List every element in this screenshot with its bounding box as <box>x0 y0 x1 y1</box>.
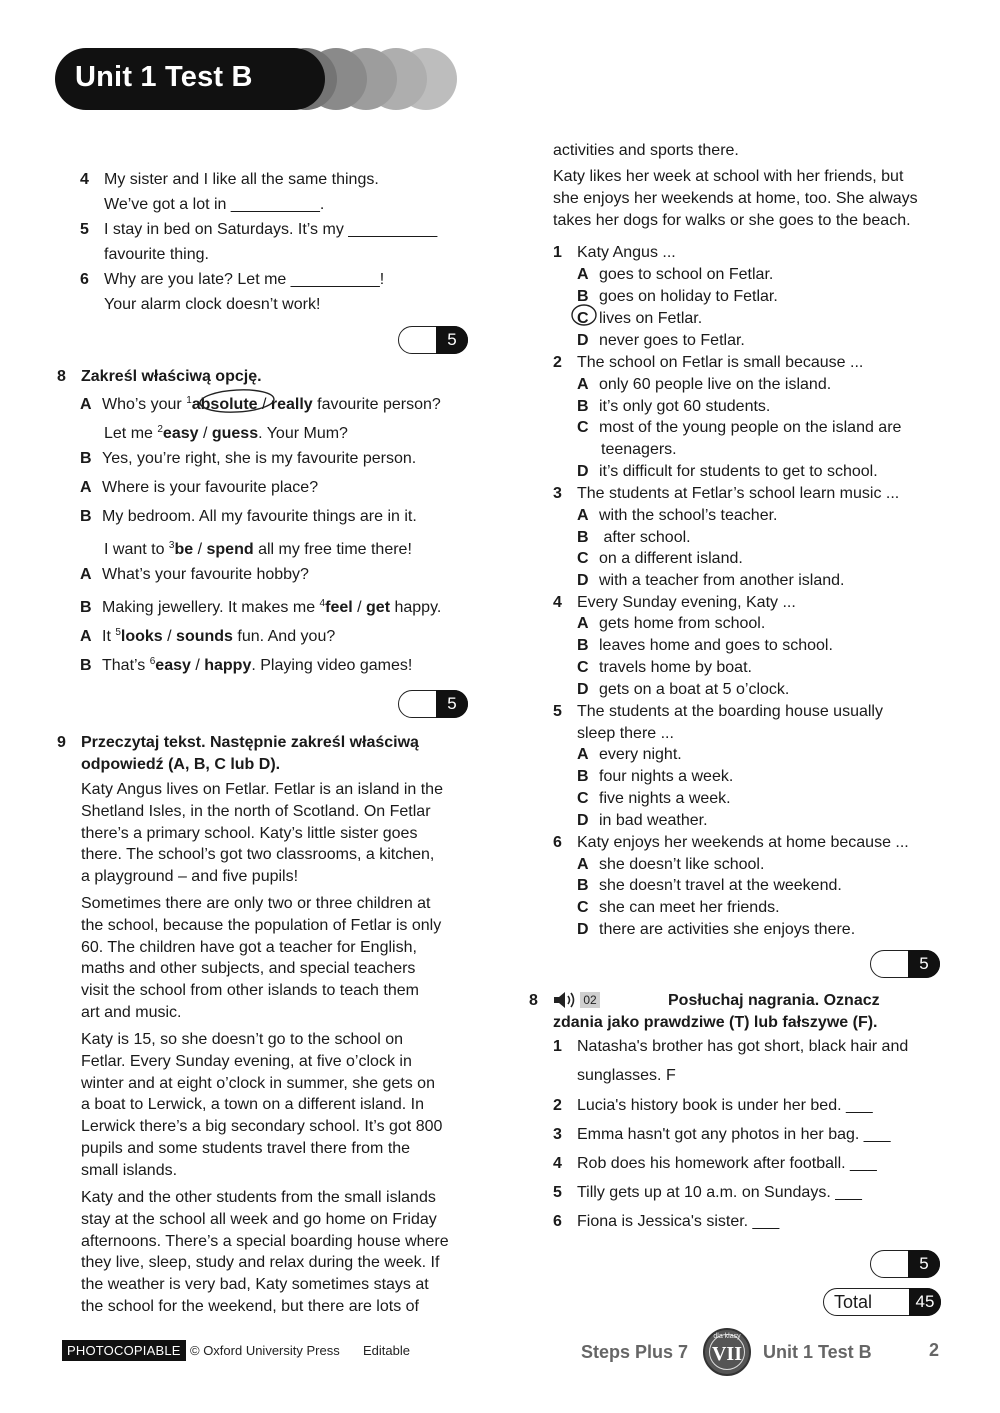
question-stem-cont: sleep there ... <box>577 725 674 742</box>
option-letter[interactable]: A <box>577 507 589 524</box>
text-line: the school for the weekend, but there are lots of <box>81 1297 419 1315</box>
option-letter[interactable]: D <box>577 463 589 480</box>
question-item <box>80 170 379 190</box>
mc-option[interactable] <box>577 375 831 395</box>
text-line: art and music. <box>81 1003 182 1021</box>
text-line: small islands. <box>81 1161 178 1179</box>
option-choice[interactable]: easy <box>155 657 191 674</box>
option-letter[interactable]: C <box>577 899 589 916</box>
reading-paragraph <box>81 1187 449 1318</box>
option-separator: / <box>257 396 271 413</box>
mc-question <box>553 243 676 263</box>
option-text: after school. <box>599 529 691 546</box>
mc-option[interactable] <box>577 331 745 351</box>
score-value: 5 <box>908 950 940 978</box>
text-line: Fetlar. Every Sunday evening, at five o’clock in <box>81 1052 412 1070</box>
dialogue-line <box>80 565 309 585</box>
speaker-label: A <box>80 479 92 496</box>
speaker-label: B <box>80 508 92 525</box>
copyright: © Oxford University Press <box>190 1343 340 1358</box>
text-line: the weather is very bad, Katy sometimes stays at <box>81 1276 429 1294</box>
text-line: a playground – and five pupils! <box>81 868 299 886</box>
speaker-label: B <box>80 599 92 616</box>
text-line: a boat to Lerwick, a town on a different island. In <box>81 1096 425 1114</box>
item-number: 4 <box>80 171 89 188</box>
exercise-number: 8 <box>57 368 66 385</box>
option-choice[interactable]: get <box>366 599 391 616</box>
question-number: 3 <box>553 485 562 502</box>
option-letter[interactable]: B <box>577 768 589 785</box>
item-number: 4 <box>553 1155 562 1172</box>
speaker-label: B <box>80 450 92 467</box>
mc-question <box>553 833 909 853</box>
option-letter[interactable]: B <box>577 637 589 654</box>
tf-item <box>553 1125 890 1145</box>
audio-speaker-icon[interactable] <box>552 990 578 1010</box>
mc-option[interactable] <box>577 614 765 634</box>
option-separator: / <box>162 628 177 645</box>
tf-item <box>553 1096 873 1116</box>
reading-paragraph <box>553 166 918 231</box>
text-line: Lerwick there’s a big secondary school. It’s got 800 <box>81 1118 443 1136</box>
exercise-heading <box>529 991 553 1011</box>
mc-option[interactable] <box>577 920 855 940</box>
item-text: I stay in bed on Saturdays. It’s my __________ <box>104 221 438 238</box>
option-text: she doesn’t like school. <box>599 856 765 873</box>
option-text: in bad weather. <box>599 812 708 829</box>
dialogue-text: I want to <box>104 541 169 558</box>
text-line: there. The school’s got two classrooms, a kitchen, <box>81 846 435 864</box>
option-choice[interactable]: sounds <box>176 628 233 645</box>
mc-option[interactable] <box>577 528 691 548</box>
text-line: Katy likes her week at school with her friends, but <box>553 168 904 185</box>
mc-question <box>553 702 883 722</box>
dialogue-text: Making jewellery. It makes me <box>102 599 320 616</box>
option-choice[interactable]: really <box>270 396 313 413</box>
page-number: 2 <box>929 1340 940 1360</box>
mc-question <box>553 353 863 373</box>
option-letter[interactable]: D <box>577 572 589 589</box>
tf-item <box>553 1212 779 1232</box>
dialogue-text: Where is your favourite place? <box>102 479 319 496</box>
dialogue-text: Yes, you’re right, she is my favourite person. <box>102 450 417 467</box>
question-stem: The school on Fetlar is small because ... <box>577 354 864 371</box>
option-letter[interactable]: B <box>577 877 589 894</box>
text-line: they live, sleep, study and relax during the week. If <box>81 1254 440 1272</box>
score-box <box>398 690 468 718</box>
dialogue-text: What’s your favourite hobby? <box>102 566 309 583</box>
option-text: with a teacher from another island. <box>599 572 845 589</box>
item-text: Natasha's brother has got short, black hair and <box>577 1038 909 1055</box>
speaker-label: A <box>80 628 92 645</box>
text-line: she enjoys her weekends at home, too. She always <box>553 189 918 207</box>
option-letter[interactable]: A <box>577 266 589 283</box>
gap-number: 5 <box>115 627 121 638</box>
text-line: afternoons. There’s a special boarding house where <box>81 1232 449 1250</box>
question-stem: Katy enjoys her weekends at home because ... <box>577 834 909 851</box>
option-text: leaves home and goes to school. <box>599 637 833 654</box>
question-stem: The students at Fetlar’s school learn music ... <box>577 485 900 502</box>
option-text: travels home by boat. <box>599 659 752 676</box>
mc-option[interactable] <box>577 855 764 875</box>
mc-option[interactable] <box>577 811 708 831</box>
option-text: it’s difficult for students to get to school. <box>599 463 878 480</box>
option-letter[interactable]: D <box>577 681 589 698</box>
mc-option[interactable] <box>577 571 844 591</box>
option-text: every night. <box>599 746 682 763</box>
mc-question <box>553 593 796 613</box>
item-text-cont: Your alarm clock doesn’t work! <box>104 296 321 313</box>
mc-option[interactable] <box>577 876 842 896</box>
badge-numeral: VII <box>711 1343 742 1365</box>
exercise-number: 8 <box>529 992 538 1009</box>
gap-number: 4 <box>319 598 326 609</box>
text-line: Katy and the other students from the small islands <box>81 1189 436 1206</box>
item-text: Tilly gets up at 10 a.m. on Sundays. ___ <box>577 1184 862 1201</box>
text-line: there’s a primary school. Katy’s little sister goes <box>81 824 418 842</box>
option-letter[interactable]: B <box>577 398 589 415</box>
exercise-instruction: Posłuchaj nagrania. Oznacz <box>668 992 880 1009</box>
text-line: visit the school from other islands to teach them <box>81 982 419 1000</box>
option-separator: / <box>190 657 205 674</box>
exercise-heading <box>57 367 262 387</box>
mc-option[interactable] <box>577 265 773 285</box>
text-line: Sometimes there are only two or three children at <box>81 895 431 912</box>
option-text: with the school’s teacher. <box>599 507 778 524</box>
option-text: she can meet her friends. <box>599 899 780 916</box>
item-number: 6 <box>80 271 89 288</box>
score-box <box>398 326 468 354</box>
mc-option[interactable] <box>577 462 878 482</box>
option-letter[interactable]: C <box>577 419 589 436</box>
item-text: Fiona is Jessica's sister. ___ <box>577 1213 780 1230</box>
option-separator: / <box>352 599 367 616</box>
option-choice[interactable]: looks <box>120 628 163 645</box>
dialogue-text: That’s <box>102 657 150 674</box>
option-choice[interactable]: absolute <box>191 396 258 413</box>
item-number: 5 <box>553 1184 562 1201</box>
score-box <box>870 1250 940 1278</box>
reading-paragraph <box>81 779 443 888</box>
tf-item <box>553 1037 908 1057</box>
text-line: Shetland Isles, in the north of Scotland. On Fetlar <box>81 802 431 820</box>
mc-option[interactable] <box>577 549 743 569</box>
mc-option[interactable] <box>577 767 733 787</box>
dialogue-text: Who’s your <box>102 396 187 413</box>
option-letter[interactable]: D <box>577 921 589 938</box>
photocopiable-label: PHOTOCOPIABLE <box>62 1340 186 1361</box>
dialogue-text: all my free time there! <box>253 541 412 558</box>
reading-paragraph <box>81 893 441 1024</box>
item-text: My sister and I like all the same things. <box>104 171 379 188</box>
item-text: Rob does his homework after football. ___ <box>577 1155 877 1172</box>
hand-drawn-circle <box>197 386 279 416</box>
dialogue-text: Let me <box>104 425 158 442</box>
text-line: stay at the school all week and go home on Friday <box>81 1210 437 1228</box>
mc-option[interactable] <box>577 397 770 417</box>
hand-drawn-circle <box>569 302 599 328</box>
option-choice[interactable]: feel <box>325 599 353 616</box>
option-letter[interactable]: A <box>577 615 589 632</box>
option-letter[interactable]: B <box>577 288 589 305</box>
option-text: there are activities she enjoys there. <box>599 921 856 938</box>
option-letter[interactable]: C <box>577 790 589 807</box>
track-number: 02 <box>580 992 600 1008</box>
option-text: it’s only got 60 students. <box>599 398 771 415</box>
item-text-cont: We’ve got a lot in __________. <box>104 196 325 213</box>
item-number: 2 <box>553 1097 562 1114</box>
option-choice[interactable]: happy <box>204 657 252 674</box>
gap-number: 2 <box>157 424 163 435</box>
item-text: Lucia's history book is under her bed. ___ <box>577 1097 873 1114</box>
option-letter[interactable]: B <box>577 529 589 546</box>
text-line: the school, because the population of Fetlar is only <box>81 916 442 934</box>
dialogue-text: . Your Mum? <box>258 425 348 442</box>
option-letter[interactable]: A <box>577 746 589 763</box>
option-letter[interactable]: D <box>577 812 589 829</box>
option-letter[interactable]: A <box>577 856 589 873</box>
speaker-label: B <box>80 657 92 674</box>
text-line: 60. The children have got a teacher for English, <box>81 938 417 956</box>
text-line: activities and sports there. <box>553 142 739 159</box>
total-box <box>823 1288 941 1316</box>
exercise-instruction: odpowiedź (A, B, C lub D). <box>81 756 281 773</box>
gap-number: 3 <box>168 540 175 551</box>
option-text: she doesn’t travel at the weekend. <box>599 877 842 894</box>
option-letter[interactable]: D <box>577 332 589 349</box>
dialogue-line <box>80 507 417 527</box>
score-box <box>870 950 940 978</box>
question-item <box>80 220 437 240</box>
option-letter[interactable]: A <box>577 376 589 393</box>
option-choice[interactable]: guess <box>211 425 259 442</box>
mc-option[interactable] <box>577 898 780 918</box>
dialogue-line <box>80 478 318 498</box>
score-value: 5 <box>436 690 468 718</box>
tf-item <box>553 1154 877 1174</box>
option-text: gets home from school. <box>599 615 766 632</box>
gap-number: 6 <box>149 656 156 667</box>
item-number: 1 <box>553 1038 562 1055</box>
item-number: 6 <box>553 1213 562 1230</box>
reading-paragraph <box>81 1029 442 1182</box>
option-text: gets on a boat at 5 o’clock. <box>599 681 790 698</box>
option-text: most of the young people on the island are <box>599 419 902 436</box>
dialogue-line <box>104 536 412 560</box>
option-text: only 60 people live on the island. <box>599 376 832 393</box>
mc-option[interactable] <box>577 287 778 307</box>
option-text-cont: teenagers. <box>601 441 677 458</box>
total-value: 45 <box>909 1288 941 1316</box>
exercise-heading <box>57 733 419 753</box>
dialogue-text: My bedroom. All my favourite things are in it. <box>102 508 417 525</box>
question-item <box>80 270 384 290</box>
page-title: Unit 1 Test B <box>75 61 253 93</box>
item-number: 5 <box>80 221 89 238</box>
dialogue-line <box>80 594 441 618</box>
dialogue-line <box>80 652 412 676</box>
grade-badge <box>703 1328 751 1376</box>
total-label: Total <box>834 1292 873 1312</box>
editable-label: Editable <box>363 1343 410 1358</box>
option-letter[interactable]: C <box>577 550 589 567</box>
header-banner <box>55 48 460 110</box>
dialogue-text: . Playing video games! <box>251 657 413 674</box>
mc-option[interactable] <box>577 636 833 656</box>
speaker-label: A <box>80 396 92 413</box>
question-number: 4 <box>553 594 562 611</box>
mc-option[interactable] <box>577 789 731 809</box>
score-value: 5 <box>436 326 468 354</box>
mc-option[interactable] <box>577 506 777 526</box>
score-value: 5 <box>908 1250 940 1278</box>
option-letter[interactable]: C <box>577 659 589 676</box>
text-line: winter and at eight o’clock in summer, she gets on <box>81 1074 435 1092</box>
option-text: never goes to Fetlar. <box>599 332 745 349</box>
gap-number: 1 <box>186 395 192 406</box>
dialogue-line <box>80 623 335 647</box>
tf-item <box>553 1183 862 1203</box>
text-line: Katy is 15, so she doesn’t go to the school on <box>81 1031 403 1048</box>
option-text: goes to school on Fetlar. <box>599 266 774 283</box>
option-choice[interactable]: be <box>174 541 194 558</box>
reading-paragraph <box>553 140 739 162</box>
option-text: goes on holiday to Fetlar. <box>599 288 778 305</box>
dialogue-line <box>80 449 416 469</box>
exercise-instruction: Zakreśl właściwą opcję. <box>81 368 262 385</box>
text-line: takes her dogs for walks or she goes to the beach. <box>553 211 911 229</box>
item-number: 3 <box>553 1126 562 1143</box>
dialogue-text: happy. <box>390 599 442 616</box>
question-number: 6 <box>553 834 562 851</box>
question-stem: The students at the boarding house usually <box>577 703 883 720</box>
question-stem: Katy Angus ... <box>577 244 676 261</box>
question-number: 5 <box>553 703 562 720</box>
footer-unit: Unit 1 Test B <box>763 1342 872 1362</box>
mc-option[interactable] <box>577 745 682 765</box>
exercise-number: 9 <box>57 734 66 751</box>
dialogue-line <box>104 420 348 444</box>
mc-option[interactable] <box>577 680 789 700</box>
item-text-cont: sunglasses. F <box>577 1067 676 1084</box>
option-choice[interactable]: spend <box>206 541 254 558</box>
item-text: Emma hasn't got any photos in her bag. ___ <box>577 1126 891 1143</box>
text-line: maths and other subjects, and special teachers <box>81 960 416 978</box>
question-number: 2 <box>553 354 562 371</box>
option-choice[interactable]: easy <box>162 425 199 442</box>
option-letter[interactable]: C <box>577 310 589 327</box>
option-text: five nights a week. <box>599 790 731 807</box>
dialogue-text: favourite person? <box>312 396 441 413</box>
question-stem: Every Sunday evening, Katy ... <box>577 594 796 611</box>
dialogue-text: fun. And you? <box>232 628 336 645</box>
text-line: Katy Angus lives on Fetlar. Fetlar is an island in the <box>81 781 443 798</box>
question-number: 1 <box>553 244 562 261</box>
dialogue-text: It <box>102 628 116 645</box>
exercise-instruction: Przeczytaj tekst. Następnie zakreśl właściwą <box>81 734 419 751</box>
item-text: Why are you late? Let me __________! <box>104 271 385 288</box>
option-separator: / <box>198 425 212 442</box>
option-separator: / <box>193 541 207 558</box>
mc-option[interactable] <box>577 418 901 438</box>
text-line: pupils and some students travel there from the <box>81 1139 411 1157</box>
mc-option[interactable] <box>577 658 752 678</box>
series-title: Steps Plus 7 <box>581 1342 689 1362</box>
speaker-label: A <box>80 566 92 583</box>
badge-caption: dla klasy <box>713 1333 741 1340</box>
option-text: on a different island. <box>599 550 743 567</box>
option-text: lives on Fetlar. <box>599 310 703 327</box>
mc-question <box>553 484 899 504</box>
option-text: four nights a week. <box>599 768 734 785</box>
item-text-cont: favourite thing. <box>104 246 209 263</box>
exercise-instruction: zdania jako prawdziwe (T) lub fałszywe (F). <box>553 1014 878 1031</box>
